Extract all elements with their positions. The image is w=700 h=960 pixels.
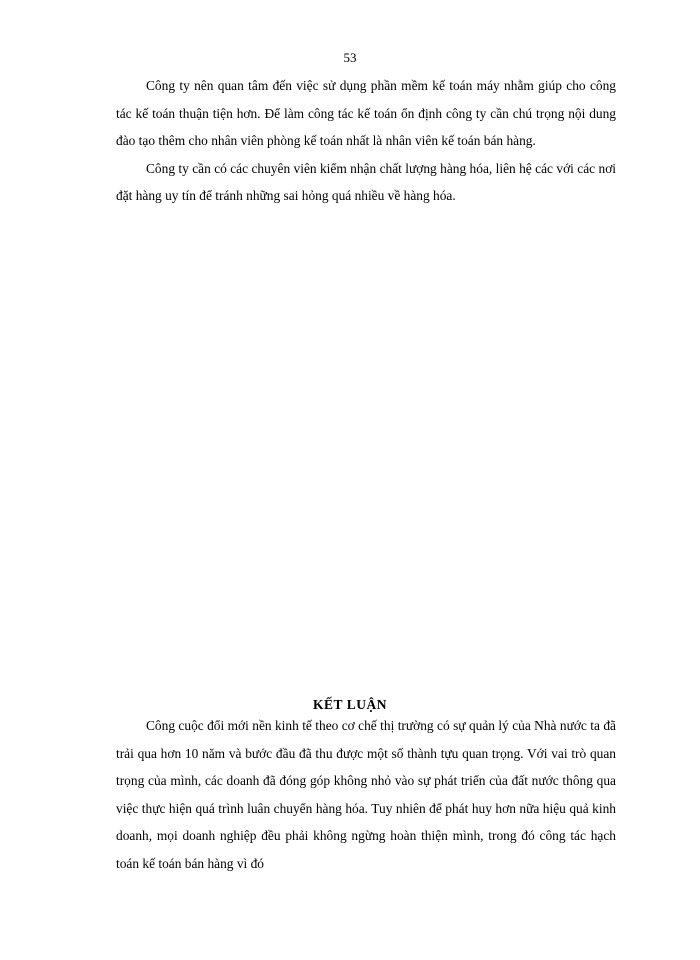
conclusion-heading: KẾT LUẬN (313, 697, 387, 712)
paragraph-quality-inspection: Công ty cần có các chuyên viên kiểm nhận chất lượng hàng hóa, liên hệ các với các nơi đặt hàng uy tín để tránh những sai hỏng quá nhiều về hàng hóa. (116, 160, 616, 203)
recommendations-section (116, 72, 616, 210)
page-number: 53 (343, 50, 357, 65)
conclusion-section (116, 712, 616, 877)
paragraph-accounting-software: Công ty nên quan tâm đến việc sử dụng phần mềm kế toán máy nhằm giúp cho công tác kế toán thuận tiện hơn. Để làm công tác kế toán ổn định công ty cần chú trọng nội dung đào tạo thêm cho nhân viên phòng kế toán nhất là nhân viên kế toán bán hàng. (116, 78, 616, 148)
conclusion-paragraph: Công cuộc đổi mới nền kinh tế theo cơ chế thị trường có sự quản lý của Nhà nước ta đã trải qua hơn 10 năm và bước đầu đã thu được một số thành tựu quan trọng. Với vai trò quan trọng của mình, các doanh đã đóng góp không nhỏ vào sự phát triển của đất nước thông qua việc thực hiện quá trình luân chuyển hàng hóa. Tuy nhiên để phát huy hơn nữa hiệu quả kinh doanh, mọi doanh nghiệp đều phải không ngừng hoàn thiện mình, trong đó công tác hạch toán kế toán bán hàng vì đó (116, 718, 616, 871)
